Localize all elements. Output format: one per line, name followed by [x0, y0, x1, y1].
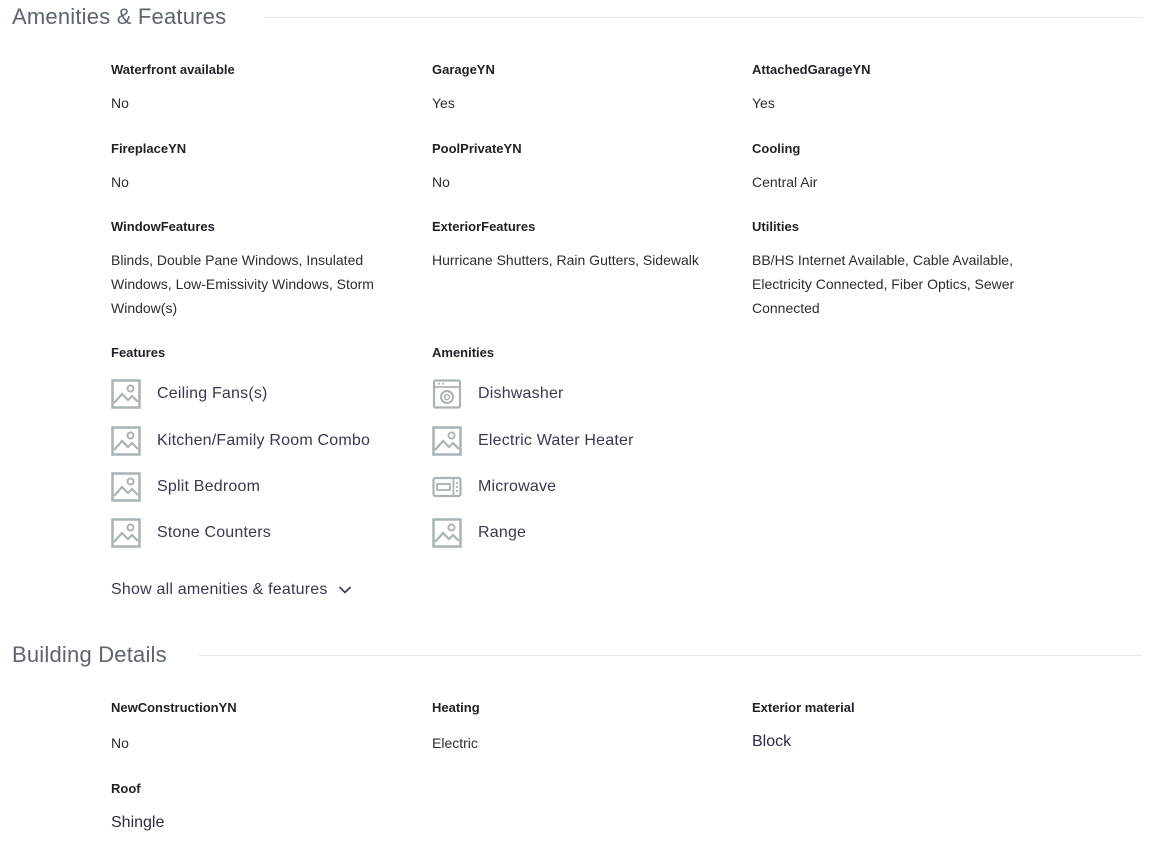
field-value: No: [432, 174, 450, 190]
list-item: [111, 471, 431, 503]
list-item-label: Stone Counters: [157, 524, 271, 541]
field-label: GarageYN: [432, 62, 495, 77]
field-label: Utilities: [752, 219, 799, 234]
show-all-label: Show all amenities & features: [111, 581, 328, 598]
list-item: [111, 517, 431, 549]
amenities-label: Amenities: [432, 345, 495, 360]
list-item-label: Range: [478, 524, 527, 541]
list-item: [432, 517, 752, 549]
field-attached-garage: [752, 61, 1052, 115]
field-value: Blinds, Double Pane Windows, Insulated Windows, Low-Emissivity Windows, Storm Window(s): [111, 252, 374, 316]
list-item-label: Microwave: [478, 478, 557, 495]
section-title-amenities: Amenities & Features: [12, 4, 227, 29]
field-label: WindowFeatures: [111, 219, 215, 234]
image-placeholder-icon: [111, 472, 141, 502]
field-waterfront: [111, 61, 411, 115]
field-cooling: [752, 140, 1052, 194]
field-label: Roof: [111, 781, 141, 796]
list-item-label: Ceiling Fans(s): [157, 385, 268, 402]
image-placeholder-icon: [432, 518, 462, 548]
list-item-label: Split Bedroom: [157, 478, 261, 495]
field-label: Heating: [432, 700, 480, 715]
list-item: [111, 425, 431, 457]
list-item: [432, 378, 752, 410]
field-value: No: [111, 174, 129, 190]
field-pool-private: [432, 140, 732, 194]
field-value: Hurricane Shutters, Rain Gutters, Sidewalk: [432, 252, 699, 268]
features-label: Features: [111, 345, 166, 360]
amenities-list: [432, 344, 732, 554]
field-value: Electric: [432, 735, 478, 751]
list-item: [111, 378, 431, 410]
image-placeholder-icon: [111, 379, 141, 409]
features-list: [111, 344, 411, 554]
field-heating: [432, 699, 732, 755]
list-item-label: Kitchen/Family Room Combo: [157, 432, 371, 449]
field-value: No: [111, 95, 129, 111]
field-garage: [432, 61, 732, 115]
image-placeholder-icon: [432, 426, 462, 456]
field-label: Cooling: [752, 141, 801, 156]
field-value: No: [111, 735, 129, 751]
field-value: Block: [752, 733, 792, 750]
field-roof: [111, 780, 411, 835]
section-divider: [199, 655, 1142, 656]
list-item-label: Dishwasher: [478, 385, 564, 402]
field-label: Waterfront available: [111, 62, 235, 77]
field-new-construction: [111, 699, 411, 755]
field-value: Yes: [432, 95, 455, 111]
field-value: Central Air: [752, 174, 818, 190]
field-utilities: [752, 218, 1052, 320]
list-item: [432, 471, 752, 503]
image-placeholder-icon: [111, 426, 141, 456]
microwave-icon: [432, 472, 462, 502]
section-title-building: Building Details: [12, 642, 167, 667]
section-divider: [264, 17, 1142, 18]
dishwasher-icon: [432, 379, 462, 409]
field-label: Exterior material: [752, 700, 855, 715]
field-window-features: [111, 218, 406, 320]
field-value: Yes: [752, 95, 775, 111]
field-label: PoolPrivateYN: [432, 141, 522, 156]
field-value: Shingle: [111, 814, 165, 831]
list-item-label: Electric Water Heater: [478, 432, 634, 449]
image-placeholder-icon: [111, 518, 141, 548]
list-item: [432, 425, 752, 457]
field-exterior-features: [432, 218, 732, 272]
field-value: BB/HS Internet Available, Cable Available, Electricity Connected, Fiber Optics, Sewer Connected: [752, 252, 1015, 316]
field-label: AttachedGarageYN: [752, 62, 871, 77]
field-label: NewConstructionYN: [111, 700, 237, 715]
field-label: ExteriorFeatures: [432, 219, 536, 234]
field-fireplace: [111, 140, 411, 194]
chevron-down-icon: [338, 585, 352, 595]
show-all-amenities-button[interactable]: [111, 578, 352, 602]
field-exterior-material: [752, 699, 1052, 754]
field-label: FireplaceYN: [111, 141, 187, 156]
